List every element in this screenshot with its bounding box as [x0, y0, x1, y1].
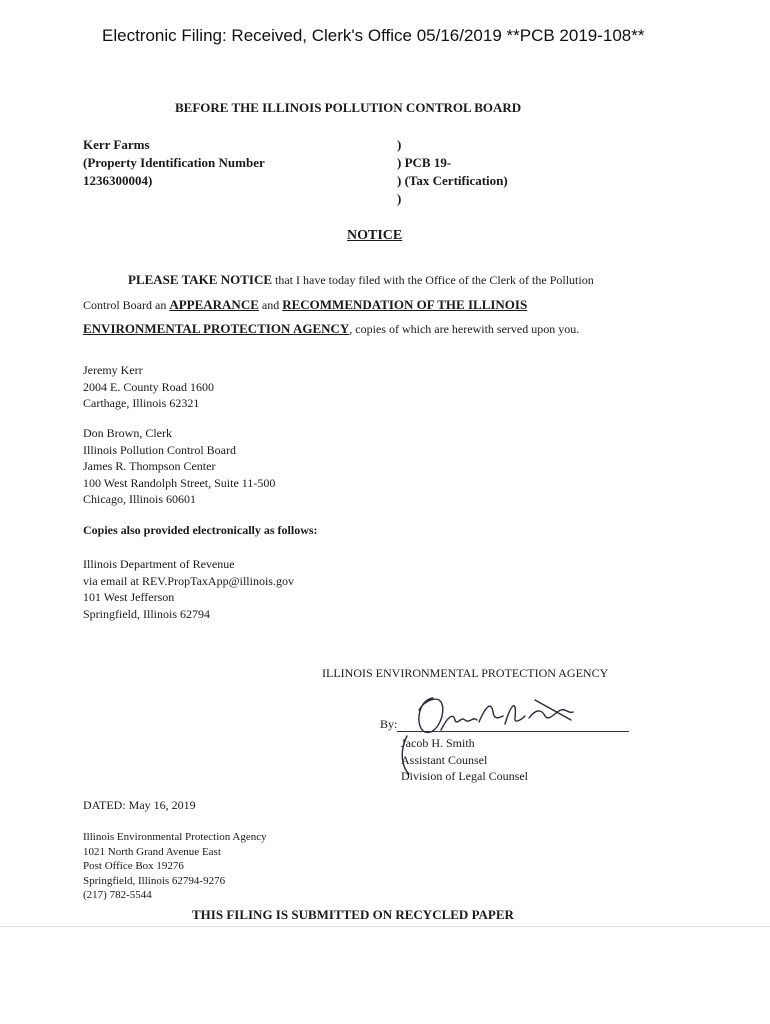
recipient-clerk: Don Brown, Clerk Illinois Pollution Control Board James R. Thompson Center 100 West Randolph Street, Suite 11-500 Chicago, Illinois 60601 [83, 426, 276, 506]
caption-line: 1236300004) [83, 173, 153, 188]
notice-body-line2: Control Board an APPEARANCE and RECOMMENDATION OF THE ILLINOIS [83, 297, 528, 312]
agency-doc: ENVIRONMENTAL PROTECTION AGENCY [83, 321, 350, 336]
by-label: By: [380, 717, 398, 731]
caption-line: ) [397, 191, 402, 206]
board-title: BEFORE THE ILLINOIS POLLUTION CONTROL BOARD [175, 100, 522, 115]
caption-line: ) (Tax Certification) [397, 173, 508, 188]
notice-body-line3: ENVIRONMENTAL PROTECTION AGENCY, copies of which are herewith served upon you. [83, 321, 580, 336]
caption-line: (Property Identification Number [83, 155, 265, 170]
notice-title: NOTICE [347, 228, 403, 243]
case-caption-right [397, 136, 508, 208]
signature-agency: ILLINOIS ENVIRONMENTAL PROTECTION AGENCY [322, 666, 609, 680]
notice-body-line1: PLEASE TAKE NOTICE that I have today filed with the Office of the Clerk of the Pollution [128, 272, 594, 287]
caption-line: ) [397, 137, 402, 152]
recipient-jeremy-kerr: Jeremy Kerr 2004 E. County Road 1600 Carthage, Illinois 62321 [83, 363, 214, 410]
signer-division: Division of Legal Counsel [401, 769, 528, 783]
filing-header: Electronic Filing: Received, Clerk's Office 05/16/2019 **PCB 2019-108** [102, 26, 645, 45]
recycled-paper-notice: THIS FILING IS SUBMITTED ON RECYCLED PAPER [192, 907, 514, 922]
recipient-revenue: Illinois Department of Revenue via email at REV.PropTaxApp@illinois.gov 101 West Jefferson Springfield, Illinois 62794 [83, 557, 294, 621]
signer-name: Jacob H. Smith [401, 736, 475, 750]
page-divider [0, 926, 770, 927]
case-caption-left [83, 136, 265, 190]
caption-line: Kerr Farms [83, 137, 150, 152]
copies-heading: Copies also provided electronically as follows: [83, 523, 318, 537]
please-take-notice: PLEASE TAKE NOTICE [128, 272, 273, 287]
recommendation-doc: RECOMMENDATION OF THE ILLINOIS [282, 297, 528, 312]
dated-line: DATED: May 16, 2019 [83, 798, 196, 812]
signer-block [401, 735, 528, 785]
caption-line: ) PCB 19- [397, 155, 452, 170]
signer-title: Assistant Counsel [401, 752, 488, 767]
appearance-doc: APPEARANCE [169, 297, 259, 312]
agency-address: Illinois Environmental Protection Agency 1021 North Grand Avenue East Post Office Box 19276 Springfield, Illinois 62794-9276 (217) 782-5544 [83, 831, 267, 902]
